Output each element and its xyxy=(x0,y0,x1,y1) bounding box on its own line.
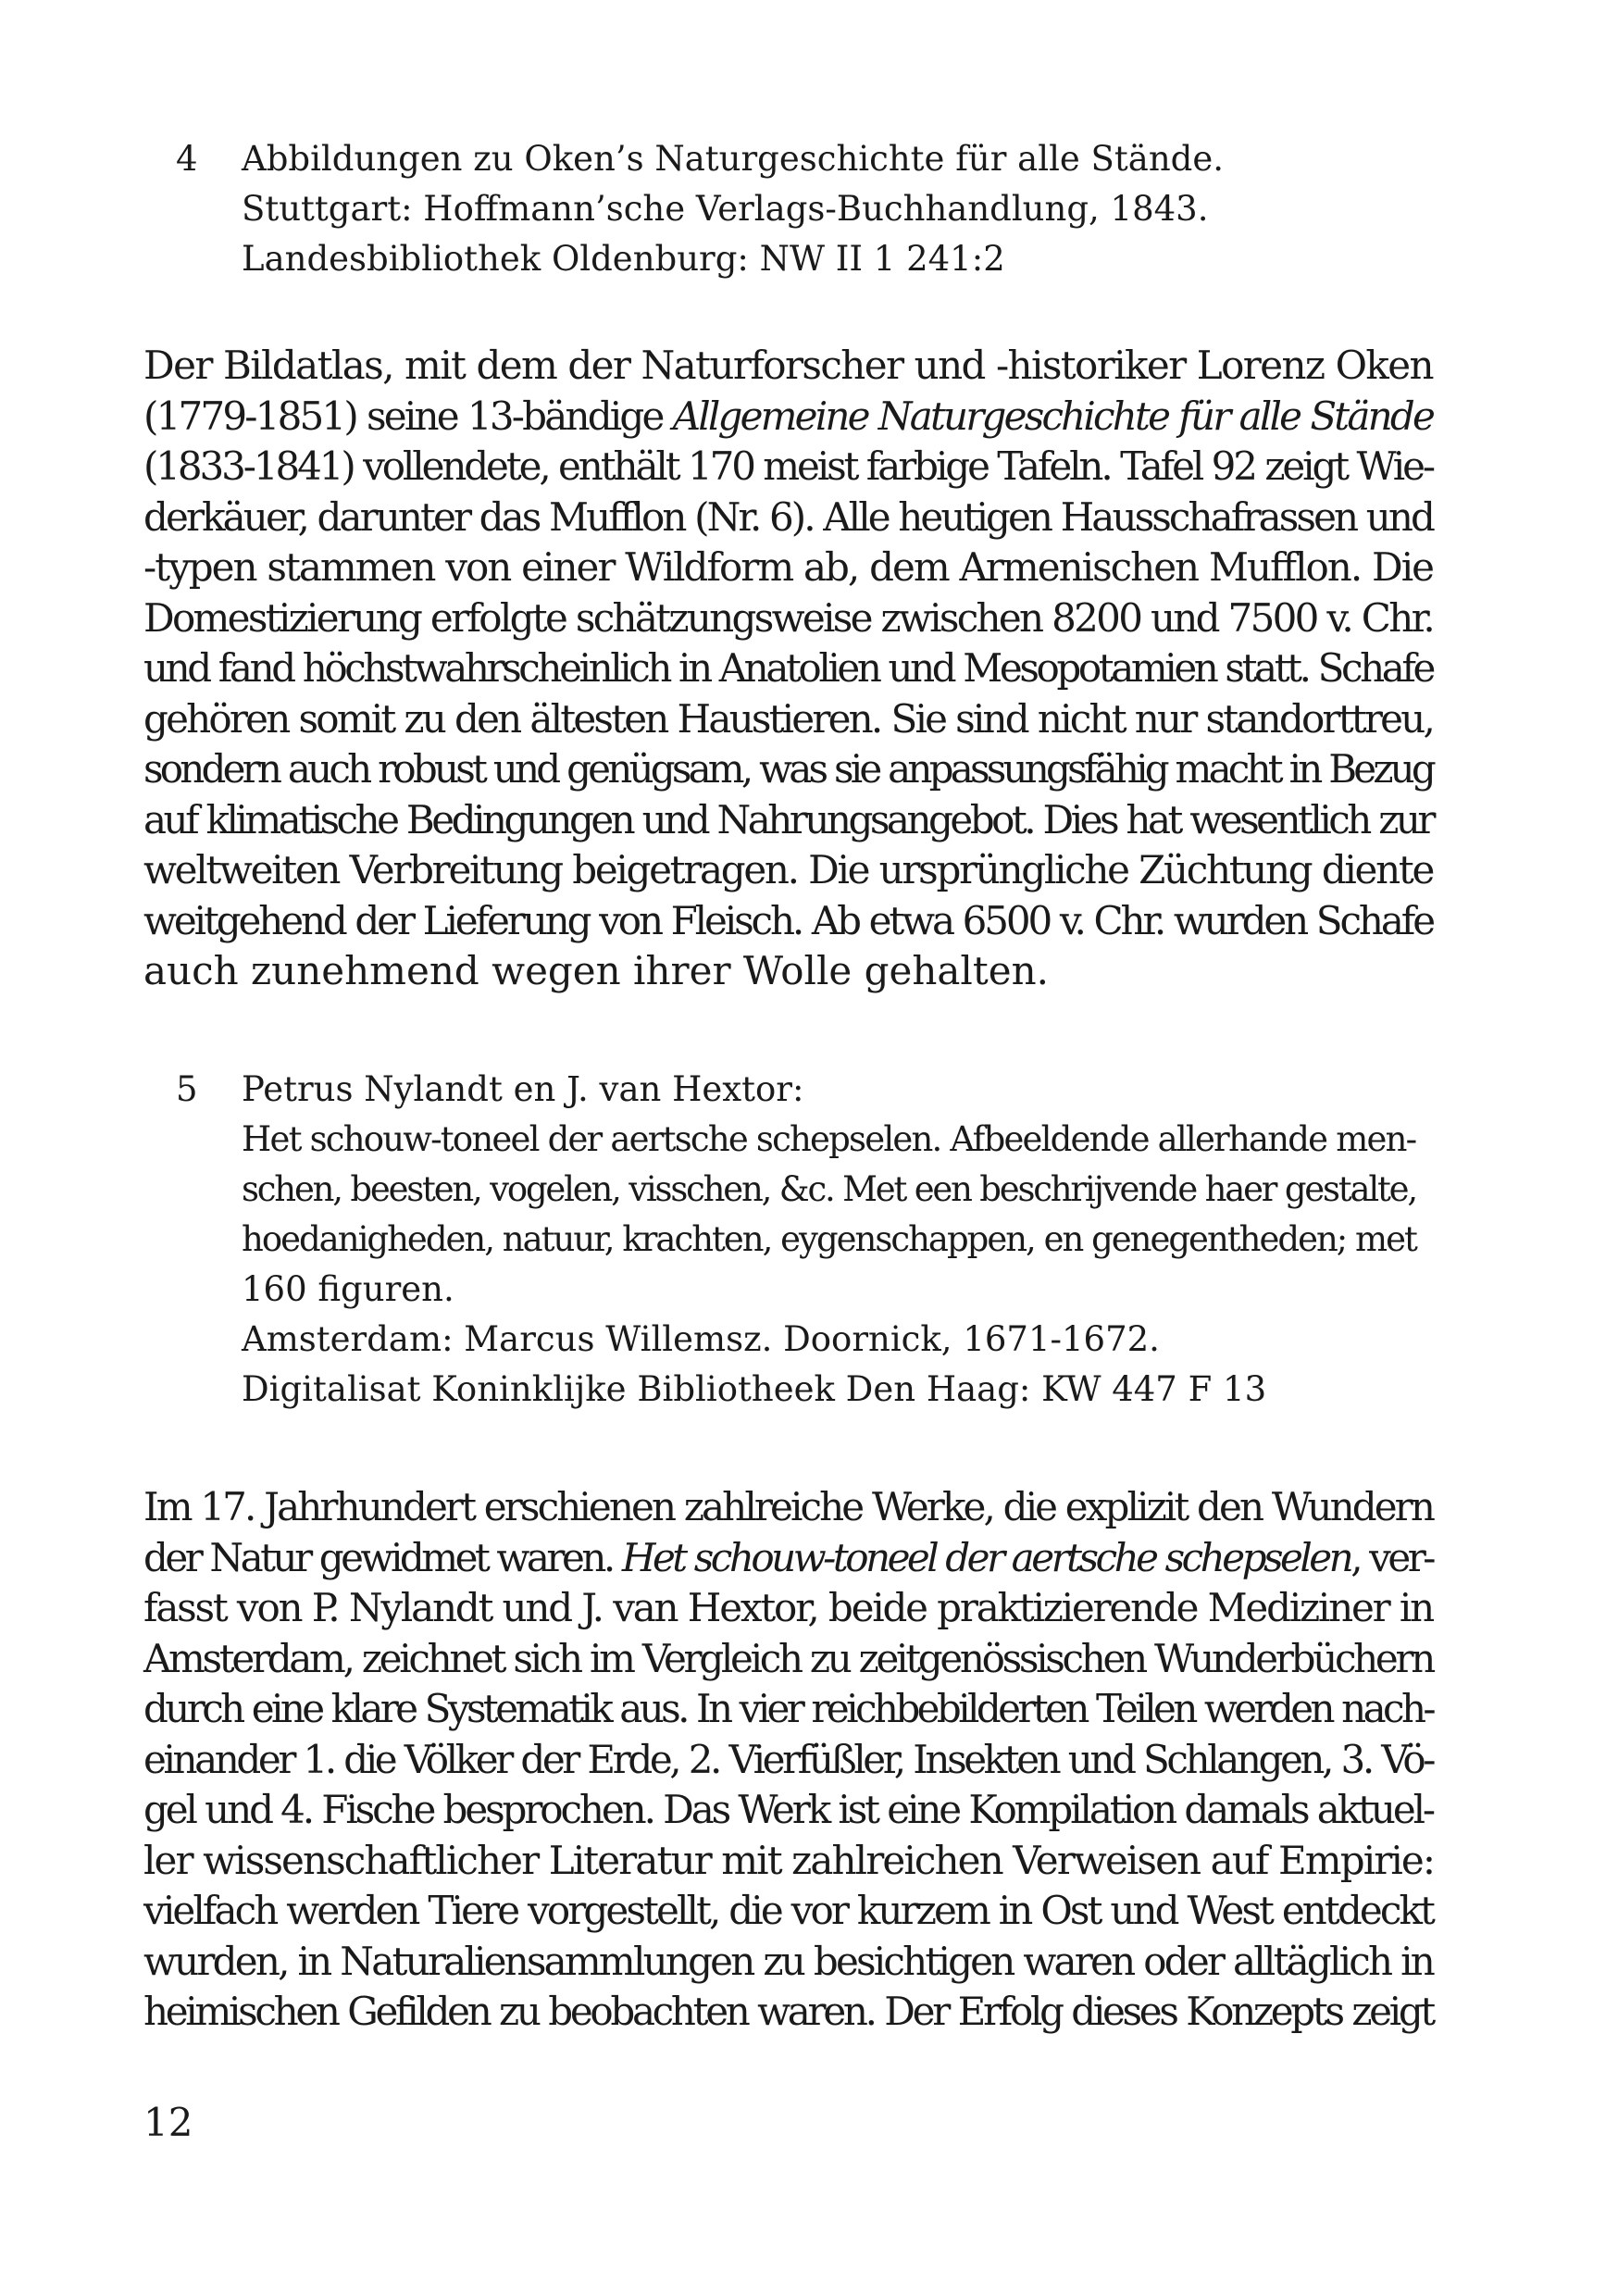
entry-number: 5 xyxy=(176,1069,198,1109)
body-paragraph-2 xyxy=(143,1482,1433,2038)
entry-author-line: Petrus Nylandt en J. van Hextor: xyxy=(242,1069,804,1109)
text-span: , ver- xyxy=(1350,1534,1433,1580)
entry-title-line: schen, beesten, vogelen, visschen, &c. Met een beschrijvende haer gestalte, xyxy=(242,1169,1416,1209)
entry-location-line: Landesbibliothek Oldenburg: NW II 1 241:2 xyxy=(242,239,1005,279)
entry-title-line: hoedanigheden, natuur, krachten, eygenschappen, en genegentheden; met xyxy=(242,1219,1416,1259)
text-line: und fand höchstwahrscheinlich in Anatolien und Mesopotamien statt. Schafe xyxy=(143,645,1433,691)
entry-lines xyxy=(242,134,1416,284)
catalog-entry-4 xyxy=(176,134,1416,284)
text-line: wurden, in Naturaliensammlungen zu besichtigen waren oder alltäglich in xyxy=(143,1938,1433,1984)
catalog-entry-5 xyxy=(176,1065,1416,1415)
text-line: derkäuer, darunter das Mufflon (Nr. 6). Alle heutigen Hausschafrassen und xyxy=(143,493,1433,540)
text-line: (1833-1841) vollendete, enthält 170 meist farbige Tafeln. Tafel 92 zeigt Wie- xyxy=(143,443,1433,489)
text-line: ler wissenschaftlicher Literatur mit zahlreichen Verweisen auf Empirie: xyxy=(143,1837,1435,1883)
text-span: (1779-1851) seine 13-bändige xyxy=(143,393,673,439)
page-number: 12 xyxy=(143,2100,193,2145)
entry-lines xyxy=(242,1065,1416,1415)
entry-title-line: 160 figuren. xyxy=(242,1269,454,1309)
entry-title-line: Abbildungen zu Oken’s Naturgeschichte für alle Stände. xyxy=(242,139,1225,179)
text-line: einander 1. die Völker der Erde, 2. Vierfüßler, Insekten und Schlangen, 3. Vö- xyxy=(143,1736,1433,1782)
text-line: heimischen Gefilden zu beobachten waren. Der Erfolg dieses Konzepts zeigt xyxy=(143,1989,1433,2034)
text-line: auch zunehmend wegen ihrer Wolle gehalten. xyxy=(143,948,1049,993)
text-span: der Natur gewidmet waren. xyxy=(143,1534,622,1580)
text-line: weitgehend der Lieferung von Fleisch. Ab etwa 6500 v. Chr. wurden Schafe xyxy=(143,897,1433,943)
entry-location-line: Digitalisat Koninklijke Bibliotheek Den Haag: KW 447 F 13 xyxy=(242,1369,1267,1409)
body-paragraph-1 xyxy=(143,341,1433,997)
text-line: gel und 4. Fische besprochen. Das Werk ist eine Kompilation damals aktuel- xyxy=(143,1787,1433,1832)
book-title: Het schouw-toneel der aertsche schepselen xyxy=(621,1534,1351,1580)
text-line: weltweiten Verbreitung beigetragen. Die ursprüngliche Züchtung diente xyxy=(143,847,1433,892)
text-line: gehören somit zu den ältesten Haustieren. Sie sind nicht nur standorttreu, xyxy=(143,695,1433,742)
text-line: Domestizierung erfolgte schätzungsweise zwischen 8200 und 7500 v. Chr. xyxy=(143,594,1433,641)
text-line: auf klimatische Bedingungen und Nahrungsangebot. Dies hat wesentlich zur xyxy=(143,796,1433,842)
text-line: -typen stammen von einer Wildform ab, dem Armenischen Mufflon. Die xyxy=(143,544,1433,590)
text-line xyxy=(143,1533,1433,1584)
entry-publisher-line: Stuttgart: Hoffmann’sche Verlags-Buchhandlung, 1843. xyxy=(242,189,1209,229)
entry-number: 4 xyxy=(176,139,198,179)
text-line: durch eine klare Systematik aus. In vier reichbebilderten Teilen werden nach- xyxy=(143,1686,1433,1731)
text-line: fasst von P. Nylandt und J. van Hextor, beide praktizierende Mediziner in xyxy=(143,1585,1433,1630)
text-line: Im 17. Jahrhundert erschienen zahlreiche Werke, die explizit den Wundern xyxy=(143,1484,1433,1529)
entry-title-line: Het schouw-toneel der aertsche schepselen. Afbeeldende allerhande men- xyxy=(242,1119,1416,1159)
text-line: Amsterdam, zeichnet sich im Vergleich zu zeitgenössischen Wunderbüchern xyxy=(143,1635,1433,1681)
book-title: Allgemeine Naturgeschichte für alle Stände xyxy=(672,393,1433,439)
text-line xyxy=(143,392,1433,443)
text-line: vielfach werden Tiere vorgestellt, die vor kurzem in Ost und West entdeckt xyxy=(143,1888,1433,1933)
text-line: Der Bildatlas, mit dem der Naturforscher und -historiker Lorenz Oken xyxy=(143,343,1433,388)
entry-publisher-line: Amsterdam: Marcus Willemsz. Doornick, 1671-1672. xyxy=(242,1319,1160,1359)
text-line: sondern auch robust und genügsam, was sie anpassungsfähig macht in Bezug xyxy=(143,746,1433,792)
